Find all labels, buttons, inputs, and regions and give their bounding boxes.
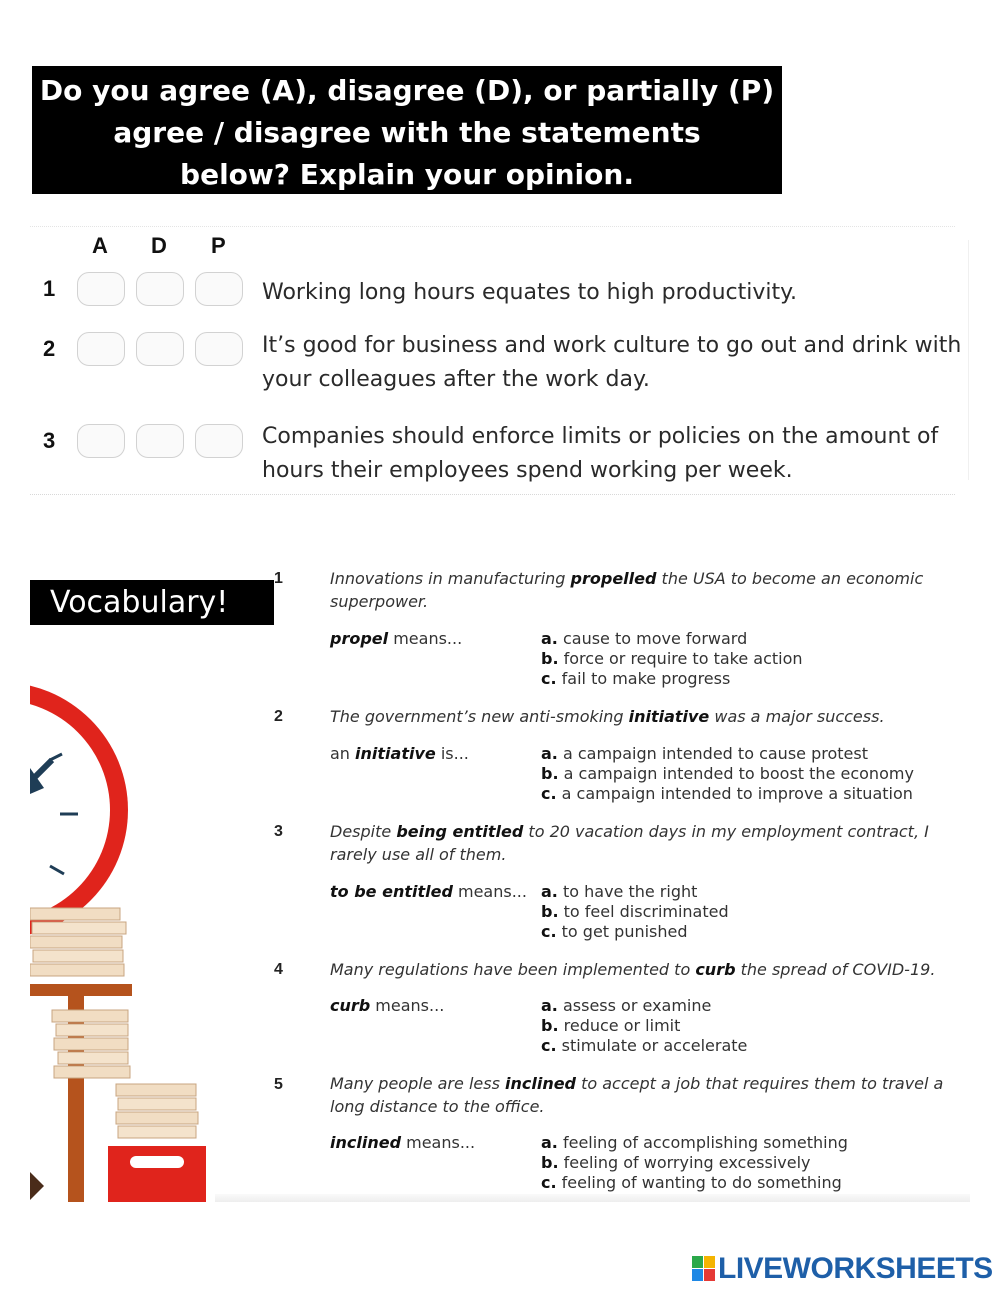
statement-line: It’s good for business and work culture to go out and drink with xyxy=(262,333,962,358)
box-icon xyxy=(108,1146,206,1202)
vocab-prompt: an initiative is... xyxy=(330,744,469,763)
option-c[interactable]: c. a campaign intended to improve a situation xyxy=(541,784,913,803)
statement-2-partially-box[interactable] xyxy=(195,332,243,366)
divider xyxy=(215,1194,970,1202)
vocabulary-label: Vocabulary! xyxy=(30,580,274,625)
option-a[interactable]: a. to have the right xyxy=(541,882,698,901)
option-a[interactable]: a. cause to move forward xyxy=(541,629,748,648)
instructions-line: agree / disagree with the statements xyxy=(113,116,701,149)
statement-text xyxy=(262,329,962,397)
statement-3-agree-box[interactable] xyxy=(77,424,125,458)
vocab-prompt: propel means... xyxy=(330,629,463,648)
option-a[interactable]: a. feeling of accomplishing something xyxy=(541,1133,848,1152)
statement-2-agree-box[interactable] xyxy=(77,332,125,366)
divider xyxy=(968,240,969,480)
vocab-question-number: 5 xyxy=(274,1076,283,1093)
vocab-question-number: 3 xyxy=(274,823,283,840)
option-b[interactable]: b. reduce or limit xyxy=(541,1016,681,1035)
option-b[interactable]: b. force or require to take action xyxy=(541,649,803,668)
vocab-options xyxy=(541,1133,848,1193)
statement-number: 1 xyxy=(43,276,56,301)
statement-line: your colleagues after the work day. xyxy=(262,367,650,392)
statement-1-disagree-box[interactable] xyxy=(136,272,184,306)
vocab-question-number: 4 xyxy=(274,961,283,978)
logo-blocks-icon xyxy=(692,1256,716,1282)
vocab-sentence: The government’s new anti-smoking initiative was a major success. xyxy=(330,707,885,726)
option-b[interactable]: b. feeling of worrying excessively xyxy=(541,1153,811,1172)
column-header-disagree: D xyxy=(151,233,167,258)
vocab-prompt: curb means... xyxy=(330,996,445,1015)
statement-text xyxy=(262,276,962,310)
statement-text xyxy=(262,420,962,488)
vocab-options xyxy=(541,996,747,1056)
statement-line: Companies should enforce limits or policies on the amount of xyxy=(262,424,939,449)
statement-1-partially-box[interactable] xyxy=(195,272,243,306)
statement-line: Working long hours equates to high productivity. xyxy=(262,280,797,305)
vocab-sentence: Innovations in manufacturing propelled the USA to become an economic superpower. xyxy=(330,569,924,611)
option-c[interactable]: c. to get punished xyxy=(541,922,688,941)
option-b[interactable]: b. a campaign intended to boost the economy xyxy=(541,764,914,783)
divider xyxy=(30,494,955,495)
vocab-sentence: Despite being entitled to 20 vacation days in my employment contract, I rarely use all of them. xyxy=(330,822,929,864)
office-illustration xyxy=(30,660,230,1202)
option-b[interactable]: b. to feel discriminated xyxy=(541,902,729,921)
option-c[interactable]: c. stimulate or accelerate xyxy=(541,1036,748,1055)
statement-number: 3 xyxy=(43,428,56,453)
statement-2-disagree-box[interactable] xyxy=(136,332,184,366)
option-a[interactable]: a. a campaign intended to cause protest xyxy=(541,744,868,763)
statement-number: 2 xyxy=(43,336,56,361)
divider xyxy=(30,226,955,227)
vocab-sentence: Many people are less inclined to accept a job that requires them to travel a long distance to the office. xyxy=(330,1074,944,1116)
option-c[interactable]: c. fail to make progress xyxy=(541,669,731,688)
statement-line: hours their employees spend working per week. xyxy=(262,458,793,483)
option-a[interactable]: a. assess or examine xyxy=(541,996,712,1015)
vocab-prompt: to be entitled means... xyxy=(330,882,527,901)
vocab-sentence: Many regulations have been implemented to curb the spread of COVID-19. xyxy=(330,960,936,979)
vocab-options xyxy=(541,744,914,804)
logo-text: LIVEWORKSHEETS xyxy=(718,1252,993,1285)
vocab-options xyxy=(541,629,803,689)
option-c[interactable]: c. feeling of wanting to do something xyxy=(541,1173,842,1192)
vocab-prompt: inclined means... xyxy=(330,1133,476,1152)
statement-3-disagree-box[interactable] xyxy=(136,424,184,458)
liveworksheets-logo xyxy=(692,1252,993,1286)
vocab-question-number: 1 xyxy=(274,570,283,587)
clock-desk-illustration xyxy=(30,660,230,1202)
vocab-options xyxy=(541,882,729,942)
instructions-banner xyxy=(32,66,782,194)
instructions-line: Do you agree (A), disagree (D), or partially (P) xyxy=(39,74,775,107)
instructions-line: below? Explain your opinion. xyxy=(180,158,634,191)
statement-1-agree-box[interactable] xyxy=(77,272,125,306)
column-header-partially: P xyxy=(211,233,226,258)
statement-3-partially-box[interactable] xyxy=(195,424,243,458)
column-header-agree: A xyxy=(92,233,108,258)
vocab-question-number: 2 xyxy=(274,708,283,725)
